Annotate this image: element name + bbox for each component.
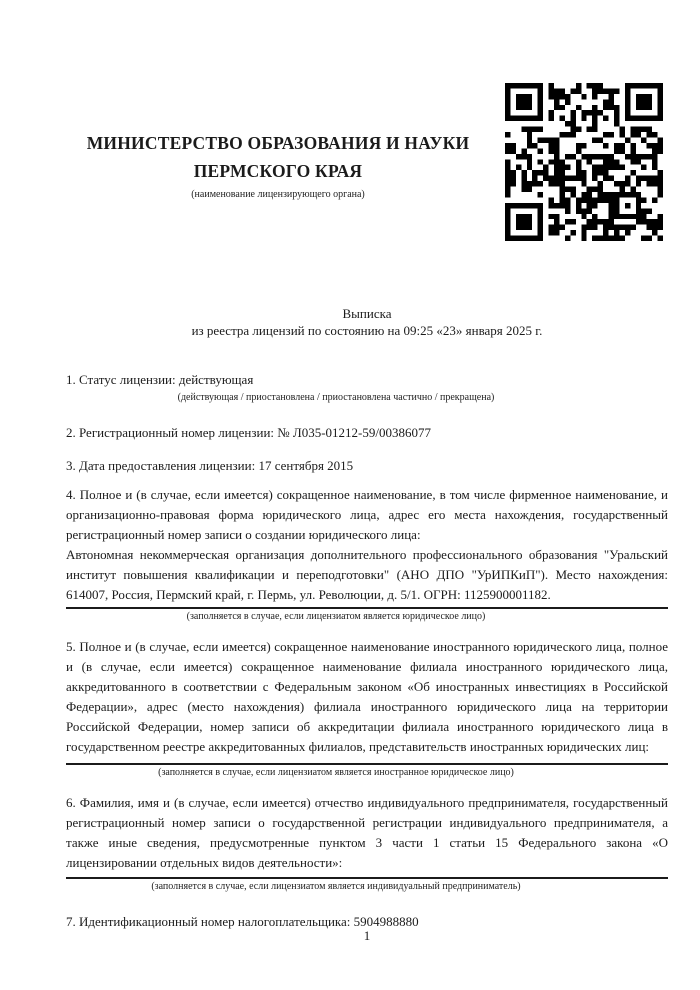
individual-entrepreneur-section-caption: (заполняется в случае, если лицензиатом является индивидуальный предприниматель) bbox=[151, 881, 521, 892]
document-title-line1: Выписка bbox=[342, 306, 392, 321]
document-body bbox=[66, 300, 668, 932]
legal-entity-section-caption: (заполняется в случае, если лицензиатом является юридическое лицо) bbox=[186, 611, 486, 622]
legal-entity-fill-line bbox=[66, 607, 668, 609]
foreign-entity-section-caption: (заполняется в случае, если лицензиатом является иностранное юридическое лицо) bbox=[158, 767, 514, 778]
licensing-authority-header bbox=[66, 129, 490, 201]
license-status-caption: (действующая / приостановлена / приостановлена частично / прекращена) bbox=[177, 392, 495, 403]
individual-entrepreneur-fill-line bbox=[66, 877, 668, 879]
ministry-name bbox=[66, 129, 490, 185]
foreign-entity-fill-line bbox=[66, 763, 668, 765]
ministry-caption: (наименование лицензирующего органа) bbox=[191, 189, 365, 200]
ministry-name-line1: МИНИСТЕРСТВО ОБРАЗОВАНИЯ И НАУКИ bbox=[86, 133, 470, 153]
individual-entrepreneur-section-text: 6. Фамилия, имя и (в случае, если имеется) отчество индивидуального предпринимателя, государственный регистрационный номер записи о государственной регистрации индивидуального предпринимателя, а также иные сведения, предусмотренные пунктом 3 части 1 статьи 15 Федерального закона «О лицензировании отдельных видов деятельности»: bbox=[66, 795, 668, 870]
document-title-line2: из реестра лицензий по состоянию на 09:25 «23» января 2025 г. bbox=[191, 323, 543, 338]
legal-entity-section-value: Автономная некоммерческая организация дополнительного профессионального образования "Уральский институт повышения квалификации и переподготовки" (АНО ДПО "УрИПКиП"). Место нахождения: 614007, Россия, Пермский край, г. Пермь, ул. Революции, д. 5/1. ОГРН: 1125900001182. bbox=[66, 547, 668, 602]
foreign-entity-section-text: 5. Полное и (в случае, если имеется) сокращенное наименование иностранного юридического лица, полное и (в случае, если имеется) сокращенное наименование филиала иностранного юридического лица, аккредитованного в соответствии с Федеральным законом «Об иностранных инвестициях в Российской Федерации», адрес (место нахождения) филиала иностранного юридического лица на территории Российской Федерации, номер записи об аккредитации филиала иностранного юридического лица в государственном реестре аккредитованных филиалов, представительств иностранных юридических лиц: bbox=[66, 639, 668, 754]
taxpayer-id-line: 7. Идентификационный номер налогоплательщика: 5904988880 bbox=[66, 914, 419, 929]
qr-code-icon bbox=[505, 83, 663, 241]
document-title bbox=[66, 305, 668, 339]
page-number: 1 bbox=[363, 928, 371, 943]
license-grant-date-line: 3. Дата предоставления лицензии: 17 сентября 2015 bbox=[66, 458, 354, 473]
ministry-name-line2: ПЕРМСКОГО КРАЯ bbox=[193, 161, 363, 181]
legal-entity-section-text: 4. Полное и (в случае, если имеется) сокращенное наименование, в том числе фирменное наименование, и организационно-правовая форма юридического лица, адрес его места нахождения, государственный регистрационный номер записи о создании юридического лица: bbox=[66, 487, 668, 542]
license-registration-number-line: 2. Регистрационный номер лицензии: № Л035-01212-59/00386077 bbox=[66, 425, 432, 440]
license-status-line: 1. Статус лицензии: действующая bbox=[66, 372, 254, 387]
